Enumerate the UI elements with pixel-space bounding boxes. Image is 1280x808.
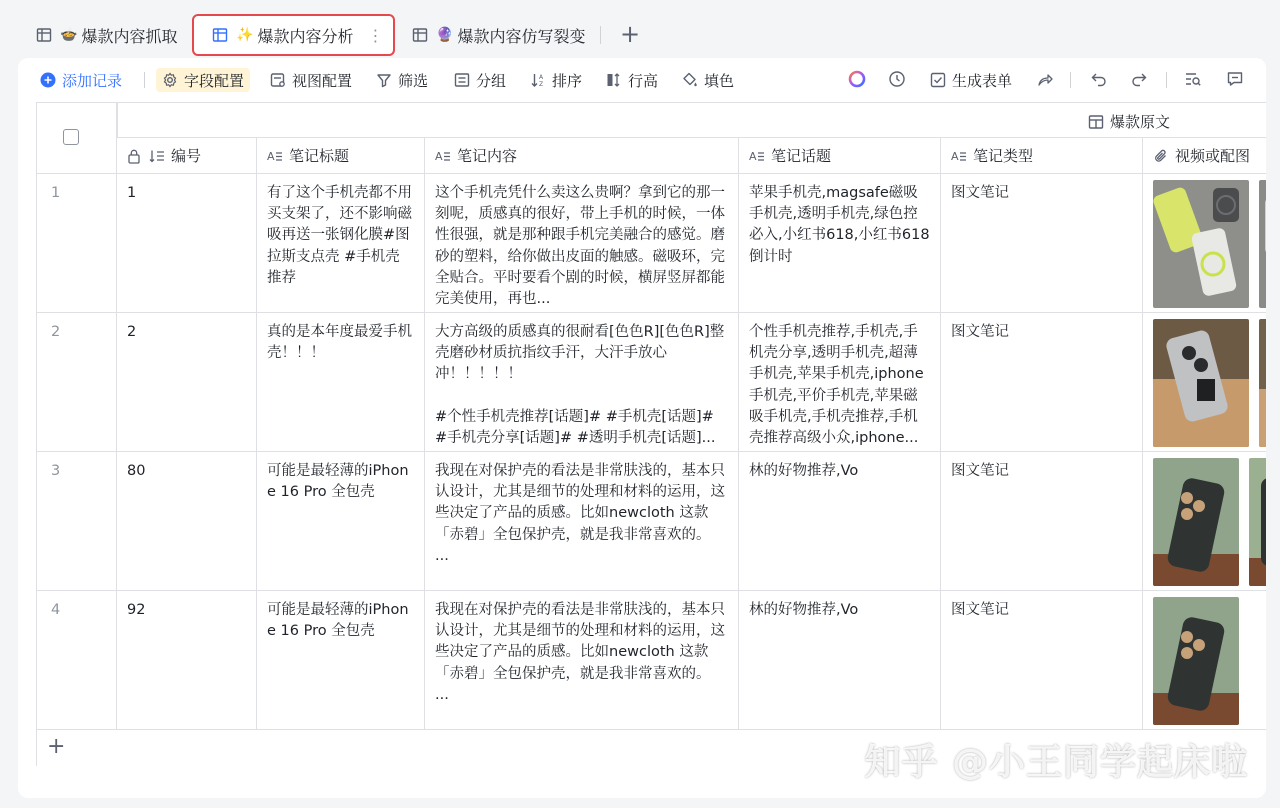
cell-topic[interactable]: [739, 174, 941, 313]
redo-icon[interactable]: [1128, 68, 1150, 90]
cell-text: 有了这个手机壳都不用买支架了，还不影响磁吸再送一张钢化膜#图拉斯支点壳 #手机壳推荐: [267, 185, 412, 286]
cell-id: [117, 591, 257, 730]
column-header-label: 笔记话题: [771, 147, 832, 165]
cell-media[interactable]: [1143, 174, 1266, 313]
cell-text: 2: [127, 324, 137, 340]
cell-id: [117, 452, 257, 591]
svg-text:A: A: [749, 149, 757, 163]
group-icon: [454, 72, 470, 88]
cell-title[interactable]: [257, 591, 425, 730]
svg-text:Z: Z: [539, 81, 544, 88]
data-grid: [36, 102, 1266, 766]
crystal-ball-emoji-icon: 🔮: [436, 27, 454, 43]
ai-assistant-icon[interactable]: [846, 68, 868, 90]
phone-case-image-thumbnail[interactable]: [1259, 180, 1266, 308]
phone-case-image-thumbnail[interactable]: [1153, 597, 1239, 725]
field-group-header: [117, 103, 1266, 137]
cell-text: 图文笔记: [951, 463, 1009, 479]
tab-label: 爆款内容抓取: [81, 26, 178, 46]
cell-title[interactable]: [257, 174, 425, 313]
column-header-label: 编号: [171, 147, 202, 165]
grid-table-icon: [36, 27, 52, 43]
automation-clock-icon[interactable]: [886, 68, 908, 90]
cell-content[interactable]: [425, 313, 739, 452]
phone-case-image-thumbnail[interactable]: [1259, 319, 1266, 447]
cell-topic[interactable]: [739, 452, 941, 591]
select-all-header: [37, 103, 117, 173]
cell-title[interactable]: [257, 452, 425, 591]
generate-form-label: 生成表单: [952, 71, 1013, 90]
phone-case-image-thumbnail[interactable]: [1153, 180, 1249, 308]
generate-form-button[interactable]: [930, 68, 1012, 92]
tab-divider: [600, 26, 601, 44]
cell-text: 可能是最轻薄的iPhone 16 Pro 全包壳: [267, 463, 409, 501]
cell-topic[interactable]: [739, 591, 941, 730]
cell-media[interactable]: [1143, 591, 1266, 730]
text-field-icon: [267, 148, 283, 164]
autonumber-icon: [149, 148, 165, 164]
row-index: 2: [37, 313, 117, 452]
column-header-content[interactable]: [425, 137, 739, 173]
group-layout-icon: [1088, 114, 1104, 130]
field-group-label[interactable]: [1088, 111, 1170, 132]
sort-icon: [530, 72, 546, 88]
column-header-title[interactable]: [257, 137, 425, 173]
column-header-id[interactable]: [117, 137, 257, 173]
toolbar-divider: [1070, 72, 1071, 88]
toolbar-divider: [1166, 72, 1167, 88]
cell-type[interactable]: [941, 452, 1143, 591]
cell-text: 图文笔记: [951, 602, 1009, 618]
column-header-label: 视频或配图: [1175, 147, 1251, 165]
sparkles-emoji-icon: ✨: [236, 27, 254, 43]
share-icon[interactable]: [1034, 68, 1056, 90]
text-field-icon: [749, 148, 765, 164]
cell-text: 图文笔记: [951, 324, 1009, 340]
column-header-type[interactable]: [941, 137, 1143, 173]
more-vertical-icon[interactable]: ⋮: [367, 25, 384, 45]
cell-text: 真的是本年度最爱手机壳！！！: [267, 324, 412, 362]
lock-icon: [127, 148, 143, 164]
svg-text:A: A: [951, 149, 959, 163]
svg-text:A: A: [267, 149, 275, 163]
view-config-label: 视图配置: [292, 71, 353, 90]
toolbar: [18, 58, 1266, 102]
filter-label: 筛选: [398, 71, 429, 90]
tab-content-rewrite[interactable]: [412, 14, 585, 56]
table-row[interactable]: [37, 173, 1266, 312]
sort-label: 排序: [552, 71, 583, 90]
paint-bucket-icon: [682, 72, 698, 88]
table-row[interactable]: [37, 451, 1266, 590]
table-row[interactable]: [37, 590, 1266, 729]
form-checkbox-icon: [930, 72, 946, 88]
row-index: 4: [37, 591, 117, 730]
cell-text: 林的好物推荐,Vo: [749, 602, 859, 618]
group-button[interactable]: [454, 68, 506, 92]
column-header-label: 笔记类型: [973, 147, 1034, 165]
cell-content[interactable]: [425, 452, 739, 591]
row-height-button[interactable]: [606, 68, 658, 92]
cell-type[interactable]: [941, 313, 1143, 452]
cell-text: 80: [127, 463, 146, 479]
row-height-icon: [606, 72, 622, 88]
cell-text: 林的好物推荐,Vo: [749, 463, 859, 479]
column-header-label: 笔记内容: [457, 147, 518, 165]
phone-case-image-thumbnail[interactable]: [1153, 458, 1239, 586]
cell-type[interactable]: [941, 174, 1143, 313]
text-field-icon: [435, 148, 451, 164]
column-header-label: 笔记标题: [289, 147, 350, 165]
attachment-icon: [1153, 148, 1169, 164]
tab-label: 爆款内容仿写裂变: [457, 26, 586, 46]
add-record-button[interactable]: [40, 68, 122, 92]
cell-text: 苹果手机壳,magsafe磁吸手机壳,透明手机壳,绿色控必入,小红书618,小红书618倒计时: [749, 185, 930, 265]
comment-icon[interactable]: [1224, 68, 1246, 90]
cell-topic[interactable]: [739, 313, 941, 452]
svg-text:A: A: [539, 74, 544, 81]
svg-text:A: A: [435, 149, 443, 163]
grid-table-icon: [412, 27, 428, 43]
row-height-label: 行高: [628, 71, 659, 90]
cell-text: 我现在对保护壳的看法是非常肤浅的，基本只认设计，尤其是细节的处理和材料的运用，这些决定了产品的质感。比如newcloth 这款「赤碧」全包保护壳，就是我非常喜欢的。 ...: [435, 602, 725, 703]
select-all-checkbox[interactable]: [63, 129, 79, 145]
cell-text: 1: [127, 185, 137, 201]
group-label: 分组: [476, 71, 507, 90]
cell-media[interactable]: [1143, 313, 1266, 452]
plus-circle-icon: [40, 72, 56, 88]
cell-text: 个性手机壳推荐,手机壳,手机壳分享,透明手机壳,超薄手机壳,苹果手机壳,iphone手机壳,平价手机壳,苹果磁吸手机壳,手机壳推荐,手机壳推荐高级小众,iphone...: [749, 324, 924, 447]
field-config-button[interactable]: [156, 68, 250, 92]
tab-content-scrape[interactable]: [36, 14, 177, 56]
phone-case-image-thumbnail[interactable]: [1249, 458, 1266, 586]
table-row[interactable]: [37, 312, 1266, 451]
field-config-label: 字段配置: [184, 71, 245, 90]
table-card: [18, 58, 1266, 798]
cell-content[interactable]: [425, 174, 739, 313]
grid-table-icon: [212, 27, 228, 43]
column-header-media[interactable]: [1143, 137, 1266, 173]
add-view-plus-icon[interactable]: +: [620, 20, 641, 48]
group-header-text: 爆款原文: [1110, 113, 1171, 131]
row-index: 1: [37, 174, 117, 313]
cell-text: 图文笔记: [951, 185, 1009, 201]
cell-text: 我现在对保护壳的看法是非常肤浅的，基本只认设计，尤其是细节的处理和材料的运用，这些决定了产品的质感。比如newcloth 这款「赤碧」全包保护壳，就是我非常喜欢的。 ...: [435, 463, 725, 564]
gear-icon: [162, 72, 178, 88]
cell-text: 大方高级的质感真的很耐看[色色R][色色R]整壳磨砂材质抗指纹手汗，大汗手放心冲！！！！！ #个性手机壳推荐[话题]# #手机壳[话题]# #手机壳分享[话题]# #透明手机壳[话题]...: [435, 324, 725, 447]
undo-icon[interactable]: [1088, 68, 1110, 90]
fill-color-label: 填色: [704, 71, 735, 90]
row-index: 3: [37, 452, 117, 591]
filter-button[interactable]: [376, 68, 428, 92]
cell-content[interactable]: [425, 591, 739, 730]
cell-text: 可能是最轻薄的iPhone 16 Pro 全包壳: [267, 602, 409, 640]
add-record-label: 添加记录: [62, 71, 123, 90]
filter-icon: [376, 72, 392, 88]
view-config-button[interactable]: [270, 68, 352, 92]
cell-text: 这个手机壳凭什么卖这么贵啊？拿到它的那一刻呢，质感真的很好，带上手机的时候，一体性很强，就是那种跟手机完美融合的感觉。磨砂的塑料，给你做出皮面的触感。磁吸环，完全贴合。平时要看个剧的时候，横屏竖屏都能完美使用，再也...: [435, 185, 725, 308]
phone-case-image-thumbnail[interactable]: [1153, 319, 1249, 447]
cell-media[interactable]: [1143, 452, 1266, 591]
cell-id: [117, 313, 257, 452]
toolbar-divider: [144, 72, 145, 88]
sort-button[interactable]: [530, 68, 582, 92]
tab-label: 爆款内容分析: [257, 26, 354, 46]
search-records-icon[interactable]: [1182, 68, 1204, 90]
cell-text: 92: [127, 602, 146, 618]
view-settings-icon: [270, 72, 286, 88]
bowl-emoji-icon: 🍲: [60, 27, 78, 43]
cell-title[interactable]: [257, 313, 425, 452]
text-field-icon: [951, 148, 967, 164]
add-row-plus-icon[interactable]: +: [47, 734, 66, 759]
column-header-topic[interactable]: [739, 137, 941, 173]
cell-id: [117, 174, 257, 313]
zhihu-watermark: 知乎 @小王同学起床啦: [864, 742, 1248, 783]
tab-content-analysis[interactable]: [192, 14, 395, 56]
cell-type[interactable]: [941, 591, 1143, 730]
fill-color-button[interactable]: [682, 68, 734, 92]
